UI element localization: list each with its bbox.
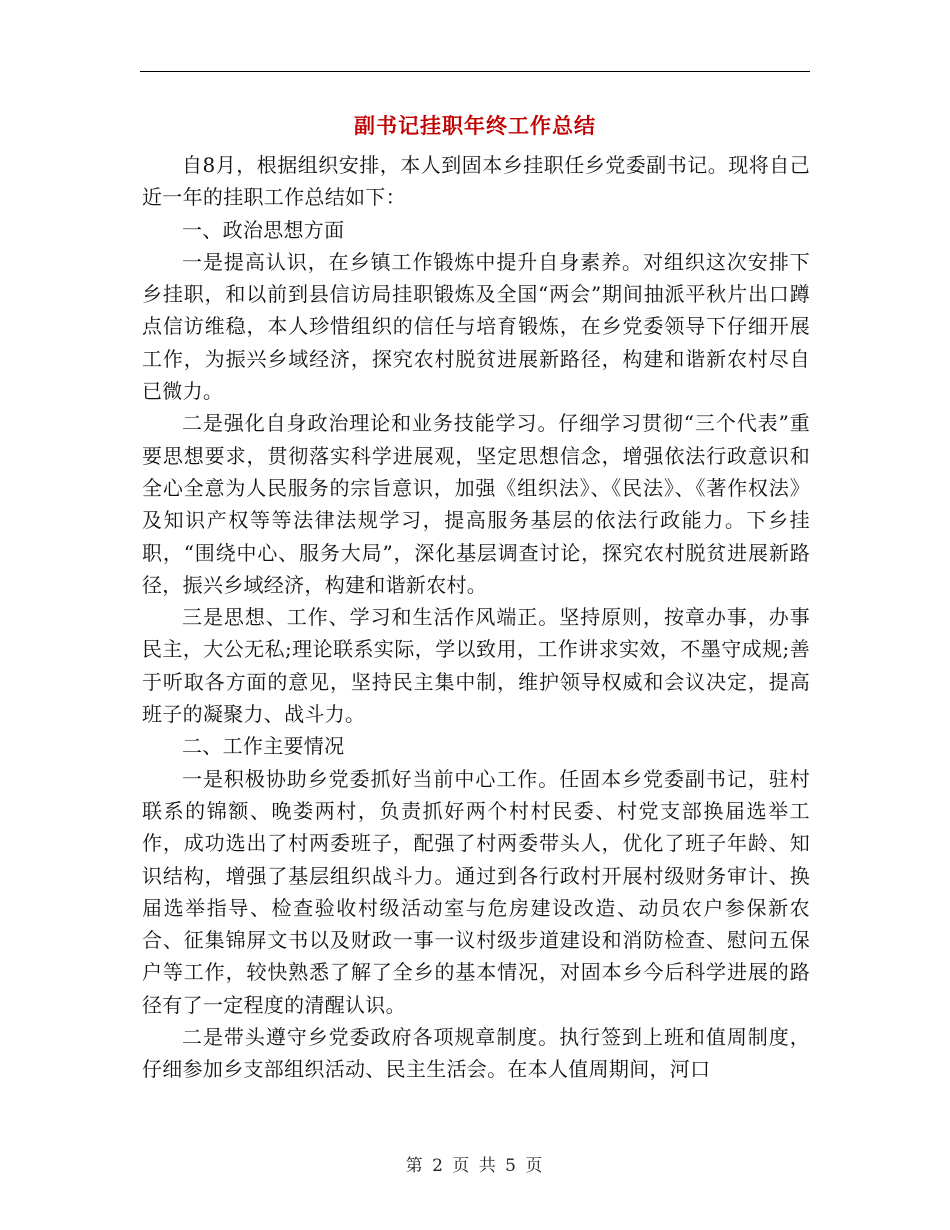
paragraph-central-work: 一是积极协助乡党委抓好当前中心工作。任固本乡党委副书记，驻村联系的锦额、晚娄两村，负责抓好两个村村民委、村党支部换届选举工作，成功选出了村两委班子，配强了村两委带头人，优化了班子年龄、知识结构，增强了基层组织战斗力。通过到各行政村开展村级财务审计、换届选举指导、检查验收村级活动室与危房建设改造、动员农户参保新农合、征集锦屏文书以及财政一事一议村级步道建设和消防检查、慰问五保户等工作，较快熟悉了解了全乡的基本情况，对固本乡今后科学进展的路径有了一定程度的清醒认识。: [142, 766, 810, 1017]
section-heading-political: 一、政治思想方面: [182, 217, 345, 242]
paragraph-study: 二是强化自身政治理论和业务技能学习。仔细学习贯彻“三个代表”重要思想要求，贯彻落实科学进展观，坚定思想信念，增强依法行政意识和全心全意为人民服务的宗旨意识，加强《组织法》、《民法》、《著作权法》及知识产权等等法律法规学习，提高服务基层的依法行政能力。下乡挂职，“围绕中心、服务大局”，深化基层调查讨论，探究农村脱贫进展新路径，振兴乡域经济，构建和谐新农村。: [142, 411, 810, 597]
document-body: [142, 149, 810, 1086]
section-heading-work: 二、工作主要情况: [182, 734, 345, 759]
paragraph-conduct: 三是思想、工作、学习和生活作风端正。坚持原则，按章办事，办事民主，大公无私;理论联系实际，学以致用，工作讲求实效，不墨守成规;善于听取各方面的意见，坚持民主集中制，维护领导权威和会议决定，提高班子的凝聚力、战斗力。: [142, 605, 810, 727]
header-rule: [140, 71, 810, 72]
paragraph-intro: 自8月，根据组织安排，本人到固本乡挂职任乡党委副书记。现将自己近一年的挂职工作总结如下：: [142, 153, 810, 210]
page-number: 第 2 页 共 5 页: [405, 1156, 545, 1176]
paragraph-regulations: 二是带头遵守乡党委政府各项规章制度。执行签到上班和值周制度，仔细参加乡支部组织活动、民主生活会。在本人值周期间，河口: [142, 1025, 810, 1082]
document-title: 副书记挂职年终工作总结: [354, 113, 596, 138]
paragraph-awareness: 一是提高认识，在乡镇工作锻炼中提升自身素养。对组织这次安排下乡挂职，和以前到县信访局挂职锻炼及全国“两会”期间抽派平秋片出口蹲点信访维稳，本人珍惜组织的信任与培育锻炼，在乡党委领导下仔细开展工作，为振兴乡域经济，探究农村脱贫进展新路径，构建和谐新农村尽自已微力。: [142, 249, 810, 404]
